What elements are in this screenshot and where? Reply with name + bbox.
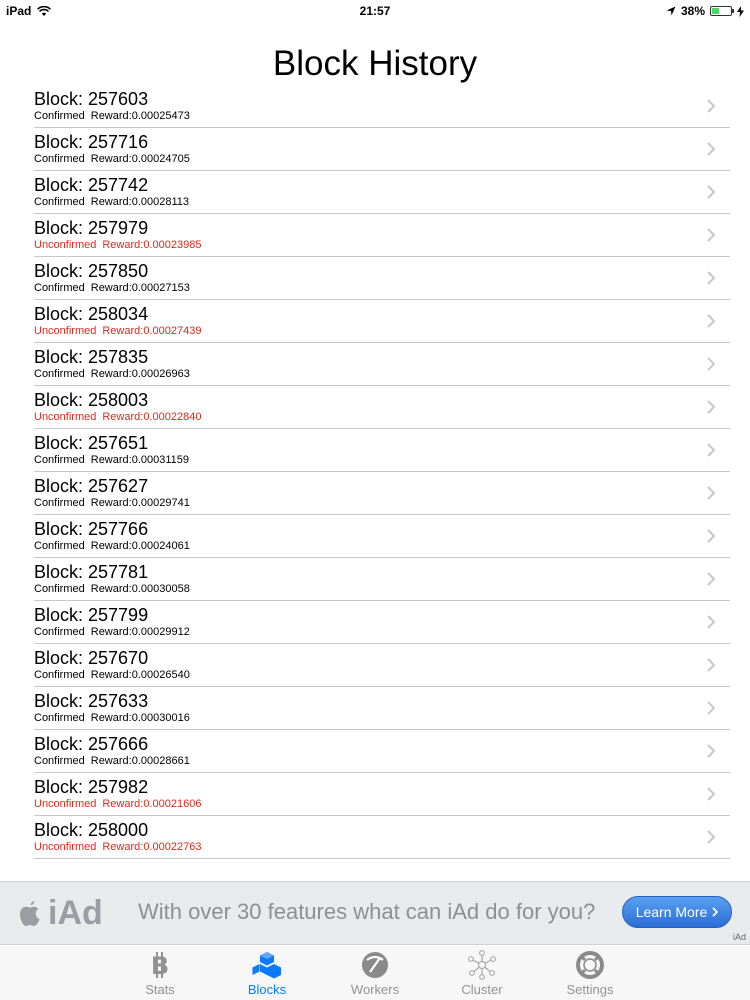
block-status: Unconfirmed — [34, 841, 97, 853]
tab-cluster[interactable] — [447, 950, 517, 997]
block-row[interactable] — [34, 128, 730, 171]
block-number: Block: 257766 — [34, 519, 149, 539]
block-row[interactable] — [34, 472, 730, 515]
block-reward: Reward:0.00026540 — [90, 669, 190, 681]
block-details — [34, 454, 189, 466]
block-number: Block: 257835 — [34, 347, 149, 367]
block-details — [34, 368, 190, 380]
block-reward: Reward:0.00026963 — [90, 368, 190, 380]
bitcoin-icon — [145, 950, 175, 980]
block-status: Confirmed — [34, 583, 85, 595]
block-reward: Reward:0.00031159 — [90, 454, 190, 466]
block-status: Confirmed — [34, 282, 85, 294]
block-reward: Reward:0.00030016 — [90, 712, 190, 724]
tab-stats[interactable] — [125, 950, 195, 997]
status-right — [666, 4, 744, 18]
block-details — [34, 411, 201, 423]
block-number: Block: 257716 — [34, 132, 149, 152]
ad-banner[interactable] — [0, 881, 750, 945]
block-status: Confirmed — [34, 196, 85, 208]
block-details — [34, 325, 201, 337]
lifebuoy-icon — [575, 950, 605, 980]
battery-percent: 38% — [680, 4, 705, 18]
block-reward: Reward:0.00028113 — [90, 196, 190, 208]
block-details — [34, 626, 190, 638]
block-number: Block: 257979 — [34, 218, 149, 238]
block-reward: Reward:0.00021606 — [102, 798, 202, 810]
block-status: Confirmed — [34, 454, 85, 466]
block-number: Block: 257742 — [34, 175, 149, 195]
svg-text:B: B — [150, 952, 170, 980]
chevron-right-icon — [706, 442, 716, 458]
block-details — [34, 669, 190, 681]
chevron-right-icon — [706, 313, 716, 329]
iad-logo — [18, 894, 103, 933]
block-number: Block: 257982 — [34, 777, 149, 797]
block-reward: Reward:0.00024061 — [90, 540, 190, 552]
block-row[interactable] — [34, 558, 730, 601]
block-status: Confirmed — [34, 497, 85, 509]
block-number: Block: 257666 — [34, 734, 149, 754]
chevron-right-icon — [706, 829, 716, 845]
tab-workers[interactable] — [340, 950, 410, 997]
block-row[interactable] — [34, 300, 730, 343]
blocks-icon — [252, 950, 282, 980]
chevron-right-icon — [712, 907, 718, 917]
block-details — [34, 712, 190, 724]
block-status: Unconfirmed — [34, 239, 97, 251]
chevron-right-icon — [706, 614, 716, 630]
block-details — [34, 153, 190, 165]
block-row[interactable] — [34, 257, 730, 300]
block-details — [34, 282, 190, 294]
block-details — [34, 798, 201, 810]
chevron-right-icon — [706, 657, 716, 673]
block-reward: Reward:0.00022840 — [102, 411, 202, 423]
block-status: Confirmed — [34, 110, 85, 122]
chevron-right-icon — [706, 528, 716, 544]
block-reward: Reward:0.00023985 — [102, 239, 202, 251]
block-row[interactable] — [34, 601, 730, 644]
block-row[interactable] — [34, 429, 730, 472]
block-number: Block: 257651 — [34, 433, 149, 453]
ad-text: With over 30 features what can iAd do for you? — [138, 899, 596, 924]
chevron-right-icon — [706, 270, 716, 286]
location-arrow-icon — [666, 6, 676, 16]
block-number: Block: 257603 — [34, 89, 149, 109]
learn-more-button[interactable] — [622, 896, 732, 928]
block-status: Unconfirmed — [34, 325, 97, 337]
tab-blocks-label: Blocks — [247, 982, 287, 997]
tab-settings[interactable] — [555, 950, 625, 997]
chevron-right-icon — [706, 571, 716, 587]
block-number: Block: 257633 — [34, 691, 149, 711]
chevron-right-icon — [706, 184, 716, 200]
block-reward: Reward:0.00030058 — [90, 583, 190, 595]
block-number: Block: 257799 — [34, 605, 149, 625]
chevron-right-icon — [706, 786, 716, 802]
chevron-right-icon — [706, 700, 716, 716]
block-status: Confirmed — [34, 153, 85, 165]
block-row[interactable] — [34, 85, 730, 128]
tab-workers-label: Workers — [350, 982, 400, 997]
block-status: Confirmed — [34, 669, 85, 681]
block-details — [34, 583, 190, 595]
block-row-partial[interactable] — [34, 859, 730, 868]
block-details — [34, 497, 190, 509]
block-number: Block: 258000 — [34, 820, 149, 840]
iad-logo-text: iAd — [48, 894, 103, 932]
chevron-right-icon — [706, 485, 716, 501]
chevron-right-icon — [706, 399, 716, 415]
block-reward: Reward:0.00029741 — [90, 497, 190, 509]
block-status: Confirmed — [34, 368, 85, 380]
battery-icon — [710, 6, 732, 16]
block-status: Confirmed — [34, 540, 85, 552]
charging-bolt-icon — [737, 6, 744, 17]
block-reward: Reward:0.00028661 — [90, 755, 190, 767]
block-number: Block: 258034 — [34, 304, 149, 324]
chevron-right-icon — [706, 743, 716, 759]
block-row[interactable] — [34, 214, 730, 257]
block-row[interactable] — [34, 816, 730, 859]
block-row[interactable] — [34, 386, 730, 429]
status-bar — [0, 0, 750, 22]
pickaxe-icon — [360, 950, 390, 980]
learn-more-label: Learn More — [635, 904, 708, 920]
block-row[interactable] — [34, 171, 730, 214]
block-status: Confirmed — [34, 712, 85, 724]
block-list[interactable] — [34, 85, 730, 868]
block-status: Unconfirmed — [34, 798, 97, 810]
block-reward: Reward:0.00027153 — [90, 282, 190, 294]
tab-blocks[interactable] — [232, 950, 302, 997]
apple-logo-icon — [18, 899, 42, 929]
block-number: Block: 258003 — [34, 390, 149, 410]
block-details — [34, 239, 201, 251]
block-row[interactable] — [34, 730, 730, 773]
block-reward: Reward:0.00025473 — [90, 110, 190, 122]
block-status: Confirmed — [34, 626, 85, 638]
block-number: Block: 257781 — [34, 562, 149, 582]
cluster-icon — [467, 950, 497, 980]
block-reward: Reward:0.00024705 — [90, 153, 190, 165]
block-number: Block: 257850 — [34, 261, 149, 281]
chevron-right-icon — [706, 356, 716, 372]
tab-bar — [0, 946, 750, 1000]
block-number: Block: 257627 — [34, 476, 149, 496]
status-time: 21:57 — [359, 4, 391, 18]
block-row[interactable] — [34, 644, 730, 687]
block-row[interactable] — [34, 687, 730, 730]
block-details — [34, 196, 189, 208]
page-title: Block History — [272, 44, 478, 83]
block-reward: Reward:0.00027439 — [102, 325, 202, 337]
block-reward: Reward:0.00029912 — [90, 626, 190, 638]
block-number: Block: 257670 — [34, 648, 149, 668]
iad-mark: iAd — [732, 932, 746, 942]
block-details — [34, 540, 190, 552]
chevron-right-icon — [706, 227, 716, 243]
chevron-right-icon — [706, 98, 716, 114]
tab-cluster-label: Cluster — [461, 982, 503, 997]
tab-stats-label: Stats — [145, 982, 175, 997]
chevron-right-icon — [706, 141, 716, 157]
block-row[interactable] — [34, 515, 730, 558]
block-row[interactable] — [34, 773, 730, 816]
block-details — [34, 110, 190, 122]
block-details — [34, 841, 201, 853]
block-reward: Reward:0.00022763 — [102, 841, 202, 853]
block-details — [34, 755, 190, 767]
block-row[interactable] — [34, 343, 730, 386]
block-status: Confirmed — [34, 755, 85, 767]
device-name: iPad — [6, 4, 32, 18]
tab-settings-label: Settings — [566, 982, 614, 997]
block-status: Unconfirmed — [34, 411, 97, 423]
